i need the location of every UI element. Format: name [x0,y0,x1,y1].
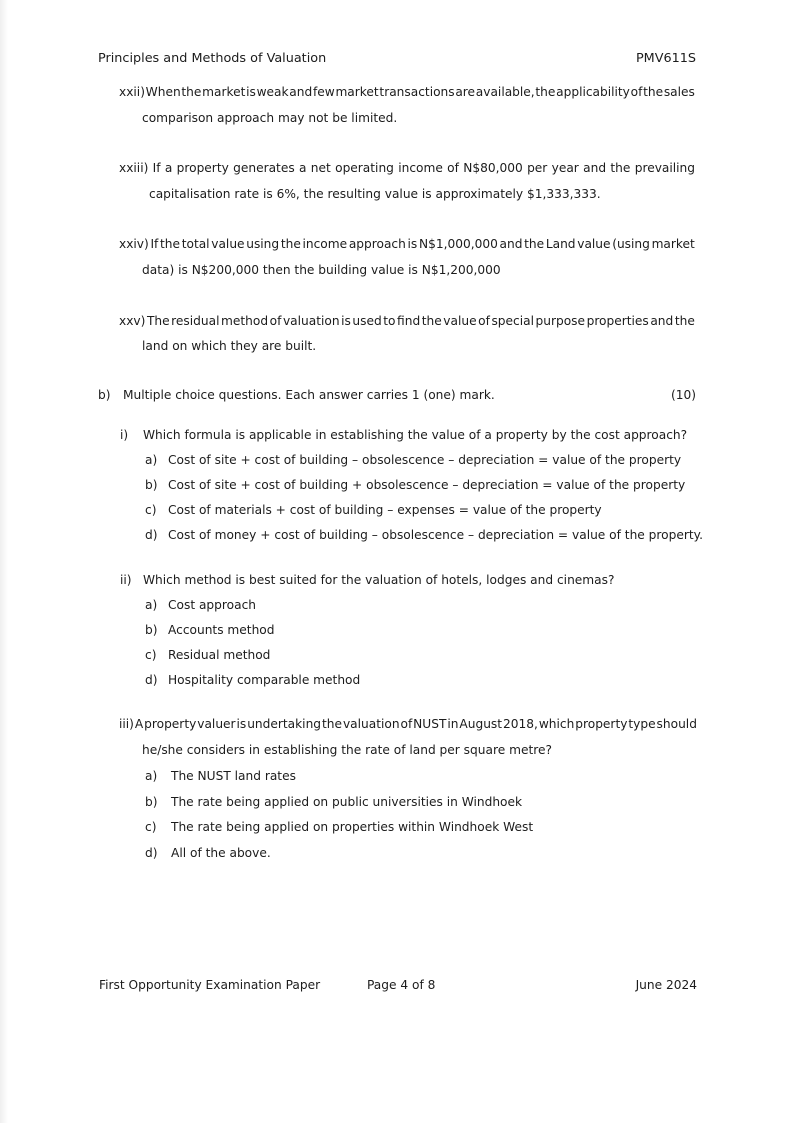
question-ii-option-a: Cost approach [168,598,257,612]
question-ii-option-b: Accounts method [168,623,275,637]
question-iii-line1: iii) A property valuer is undertaking the valuation of NUST in August 2018, which property type should [119,717,697,731]
option-letter: a) [145,769,158,783]
statement-xxii-line1: xxii) When the market is weak and few market transactions are available, the applicability of the sales [119,85,695,99]
option-letter: d) [145,846,158,860]
section-b-instruction: Multiple choice questions. Each answer carries 1 (one) mark. [123,388,495,402]
statement-number: xxiv) [119,237,149,251]
question-i-option-c: Cost of materials + cost of building – expenses = value of the property [168,503,602,517]
question-iii-option-c: The rate being applied on properties within Windhoek West [171,820,534,834]
question-i-text: Which formula is applicable in establishing the value of a property by the cost approach? [143,428,688,442]
footer-exam-label: First Opportunity Examination Paper [99,978,321,992]
course-code: PMV611S [635,51,696,66]
option-letter: b) [145,623,158,637]
question-ii-option-c: Residual method [168,648,271,662]
course-title: Principles and Methods of Valuation [98,51,327,66]
question-iii-option-d: All of the above. [171,846,271,860]
question-ii-option-d: Hospitality comparable method [168,673,361,687]
statement-number: xxiii) [119,161,149,175]
option-letter: c) [145,648,157,662]
statement-number: xxii) [119,85,145,99]
question-iii-option-a: The NUST land rates [171,769,296,783]
option-letter: b) [145,795,158,809]
question-i-option-b: Cost of site + cost of building + obsolescence – depreciation = value of the property [168,478,686,492]
question-ii-number: ii) [120,573,132,587]
option-letter: d) [145,673,158,687]
option-letter: a) [145,598,158,612]
question-iii-line2: he/she considers in establishing the rate of land per square metre? [142,743,552,757]
scan-edge-shadow [0,0,8,1123]
option-letter: d) [145,528,158,542]
option-letter: b) [145,478,158,492]
statement-xxiv-line2: data) is N$200,000 then the building value is N$1,200,000 [142,263,501,277]
statement-number: xxv) [119,314,146,328]
question-i-option-a: Cost of site + cost of building – obsolescence – depreciation = value of the property [168,453,682,467]
section-b-label: b) [98,388,111,402]
option-letter: c) [145,503,157,517]
footer-page-number: Page 4 of 8 [367,978,436,992]
question-ii-text: Which method is best suited for the valuation of hotels, lodges and cinemas? [143,573,615,587]
option-letter: c) [145,820,157,834]
statement-xxv-line1: xxv) The residual method of valuation is used to find the value of special purpose properties and the [119,314,695,328]
question-iii-number: iii) [119,717,134,731]
statement-xxiv-line1: xxiv) If the total value using the income approach is N$1,000,000 and the Land value (using market [119,237,695,251]
question-iii-option-b: The rate being applied on public universities in Windhoek [171,795,523,809]
statement-xxiii-line1: xxiii) If a property generates a net operating income of N$80,000 per year and the prevailing [119,161,695,175]
statement-xxii-line2: comparison approach may not be limited. [142,111,398,125]
question-i-number: i) [120,428,129,442]
statement-xxiii-line2: capitalisation rate is 6%, the resulting value is approximately $1,333,333. [149,187,601,201]
section-b-marks: (10) [670,388,696,402]
statement-xxv-line2: land on which they are built. [142,339,317,353]
question-i-option-d: Cost of money + cost of building – obsolescence – depreciation = value of the property. [168,528,703,542]
option-letter: a) [145,453,158,467]
footer-date: June 2024 [635,978,697,992]
